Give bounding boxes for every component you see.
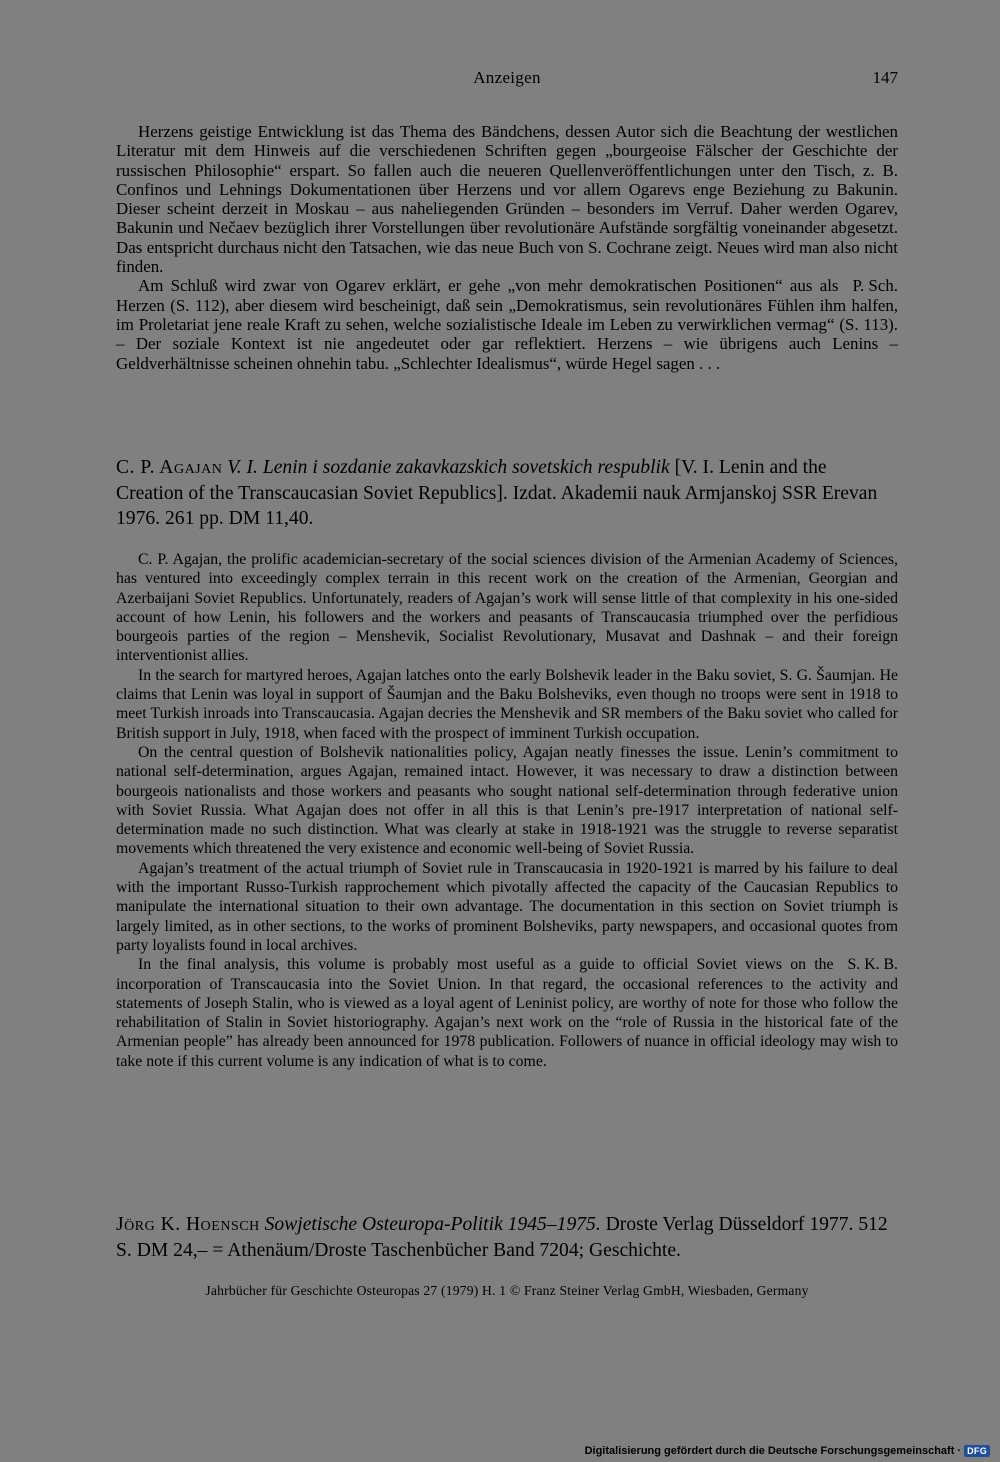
page-number: 147 [872,68,898,87]
running-head: Anzeigen [473,68,541,87]
review-paragraph-text: In the final analysis, this volume is probably most useful as a guide to official Soviet views on the incorporation of Transcaucasia into the Soviet Union. In that regard, the occasional references to the activity and statements of Joseph Stalin, who is viewed as a loyal agent of Leninist policy, are worthy of note for those who follow the rehabilitation of Stalin in Soviet historiography. Agajan’s next work on the “role of Russia in the historical fate of the Armenian people” has already been announced for 1978 publication. Followers of nuance in official ideology may wish to take note if this current volume is any indication of what is to come. [116,956,898,1070]
review-paragraph-final [116,955,898,1071]
bibliographic-entry-agajan [116,455,898,532]
dfg-logo: DFG [964,1445,990,1457]
review-paragraph: In the search for martyred heroes, Agajan latches onto the early Bolshevik leader in the Baku soviet, S. G. Šaumjan. He claims that Lenin was loyal in support of Šaumjan and the Baku Bolsheviks, even though no troops were sent in 1918 to meet Turkish inroads into Transcaucasia. Agajan decries the Menshevik and SR members of the Baku soviet who called for British support in July, 1918, when faced with the prospect of imminent Turkish occupation. [116,666,898,742]
review-paragraph: Herzens geistige Entwicklung ist das Thema des Bändchens, dessen Autor sich die Beachtung der westlichen Literatur mit dem Hinweis auf die verschiedenen Schriften gegen „bourgeoise Fälscher der Geschichte der russischen Philosophie“ erspart. So fallen auch die neueren Quellenveröffentlichungen unter den Tisch, z. B. Confinos und Lehnings Dokumentationen über Herzens und vor allem Ogarevs enge Beziehung zu Bakunin. Dieser scheint derzeit in Moskau – aus naheliegenden Gründen – besonders im Verruf. Daher werden Ogarev, Bakunin und Nečaev bezüglich ihrer Vorstellungen über revolutionäre Aufstände sorgfältig voneinander abgesetzt. Das entspricht durchaus nicht den Tatsachen, wie das neue Buch von S. Cochrane zeigt. Neues wird man also nicht finden. [116,122,898,277]
review-signature: P. Sch. [852,276,898,296]
page-header [116,68,898,98]
entry-title: Sowjetische Osteuropa-Politik 1945–1975. [264,1214,601,1235]
entry-author: Jörg K. Hoensch [116,1214,260,1235]
entry-details: Droste Verlag Düsseldorf 1977. 512 S. DM 24,– = Athenäum/Droste Taschenbücher Band 7204; Geschichte. [116,1214,888,1261]
bibliographic-entry-hoensch [116,1212,898,1263]
entry-author: C. P. Agajan [116,457,223,478]
review-paragraph-final [116,276,898,372]
review-agajan [116,550,898,1071]
entry-details: [V. I. Lenin and the Creation of the Transcaucasian Soviet Republics]. Izdat. Akademii nauk Armjanskoj SSR Erevan 1976. 261 pp. DM 11,40. [116,457,878,529]
review-paragraph: On the central question of Bolshevik nationalities policy, Agajan neatly finesses the issue. Lenin’s commitment to national self-determination, argues Agajan, remained intact. However, it was necessary to draw a distinction between bourgeois nationalists and those workers and peasants who sought national self-determination through federative union with Soviet Russia. What Agajan does not offer in all this is that Lenin’s pre-1917 interpretation of national self-determination made no such distinction. What was clearly at stake in 1918-1921 was the struggle to reverse separatist movements which threatened the very existence and economic well-being of Soviet Russia. [116,743,898,858]
digitization-credit [585,1445,990,1457]
entry-title: V. I. Lenin i sozdanie zakavkazskich sovetskich respublik [227,457,670,478]
review-paragraph: C. P. Agajan, the prolific academician-secretary of the social sciences division of the Armenian Academy of Sciences, has ventured into exceedingly complex terrain in this recent work on the creation of the Armenian, Georgian and Azerbaijani Soviet Republics. Unfortunately, readers of Agajan’s work will sense little of that complexity in his one-sided account of how Lenin, his followers and the workers and peasants of Transcaucasia triumphed over the perfidious bourgeois parties of the region – Menshevik, Socialist Revolutionary, Musavat and Dashnak – and their foreign interventionist allies. [116,551,898,665]
journal-footer: Jahrbücher für Geschichte Osteuropas 27 (1979) H. 1 © Franz Steiner Verlag GmbH, Wiesbaden, Germany [205,1283,809,1298]
review-paragraph: Agajan’s treatment of the actual triumph of Soviet rule in Transcaucasia in 1920-1921 is marred by his failure to deal with the important Russo-Turkish rapprochement which pivotally affected the capacity of the Caucasian Republics to manipulate the international situation to their own advantage. The documentation in this section on Soviet triumph is largely limited, as in other sections, to the works of prominent Bolsheviks, party newspapers, and occasional quotes from party loyalists found in local archives. [116,859,898,954]
review-paragraph-text: Am Schluß wird zwar von Ogarev erklärt, er gehe „von mehr demokratischen Positionen“ aus als Herzen (S. 112), aber diesem wird bescheinigt, daß sein „Demokratismus, sein revolutionäres Fühlen ihm halfen, im Proletariat jene reale Kraft zu sehen, welche sozialistische Ideale im Leben zu verwirklichen vermag“ (S. 113). – Der soziale Kontext ist nie angedeutet oder gar reflektiert. Herzens – wie übrigens auch Lenins – Geldverhältnisse scheinen ohnehin tabu. „Schlechter Idealismus“, würde Hegel sagen . . . [116,276,898,373]
review-signature: S. K. B. [847,956,898,974]
digitization-text: Digitalisierung gefördert durch die Deutsche Forschungsgemeinschaft · [584,1445,962,1457]
review-herzen [116,122,898,373]
